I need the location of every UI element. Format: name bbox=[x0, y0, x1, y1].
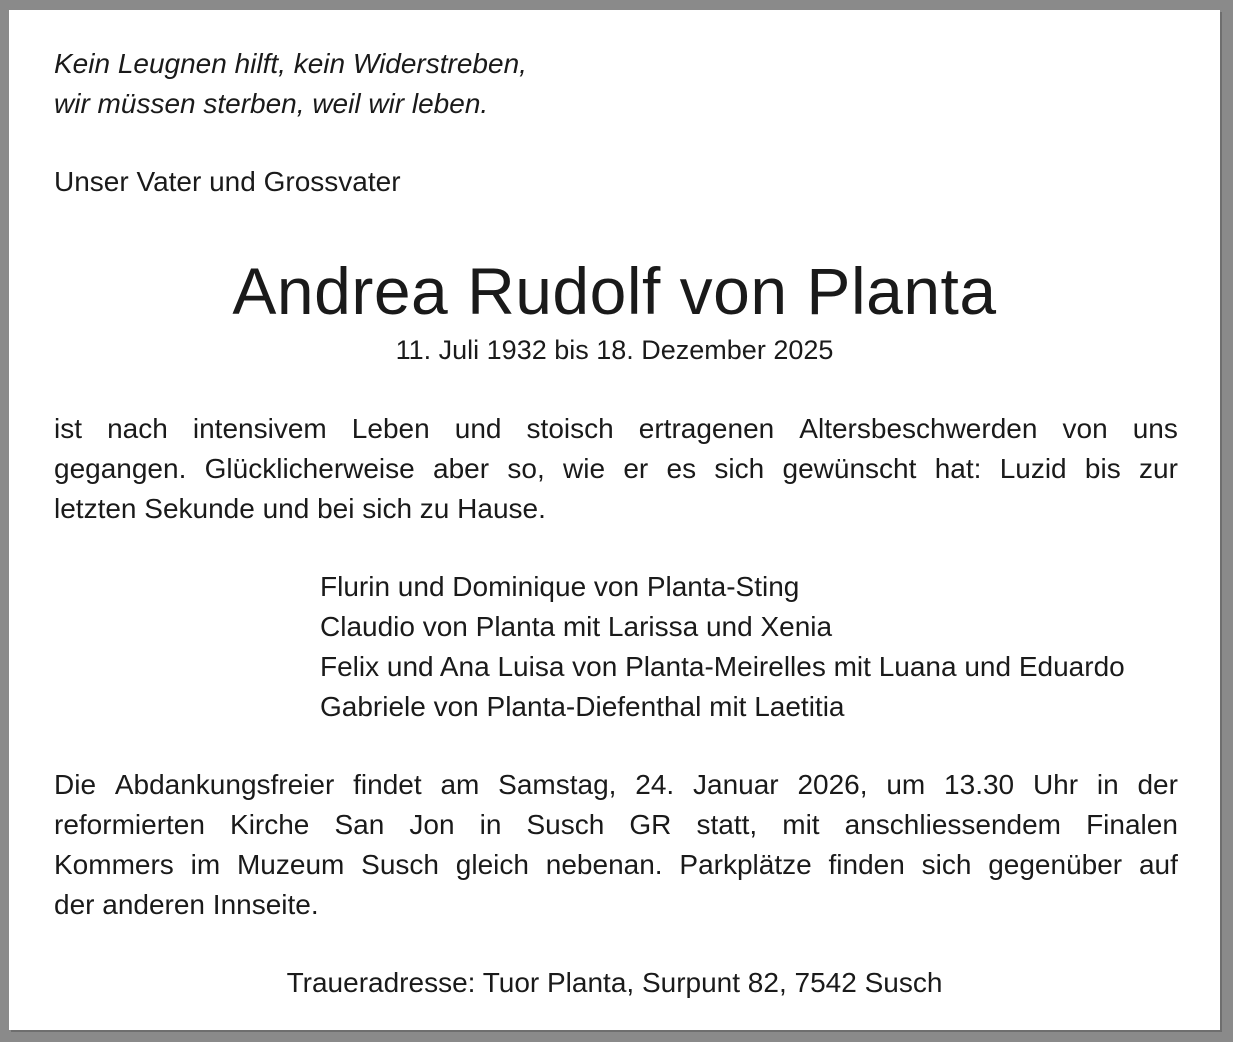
word: Parkplätze bbox=[679, 849, 812, 880]
word: San bbox=[334, 809, 385, 840]
word: Susch bbox=[526, 809, 605, 840]
family-list bbox=[320, 567, 1125, 727]
deceased-name: Andrea Rudolf von Planta bbox=[232, 254, 997, 328]
motto-line: wir müssen sterben, weil wir leben. bbox=[54, 88, 489, 119]
word: Jon bbox=[409, 809, 455, 840]
word: nach bbox=[107, 413, 168, 444]
word: gegenüber bbox=[988, 849, 1123, 880]
word: finden bbox=[828, 849, 905, 880]
word: auf bbox=[1138, 849, 1178, 880]
word: Glücklicherweise bbox=[204, 453, 415, 484]
word: Kommers bbox=[54, 849, 174, 880]
word: ist bbox=[54, 413, 82, 444]
word: anschliessendem bbox=[844, 809, 1061, 840]
word: GR bbox=[629, 809, 672, 840]
word: Kirche bbox=[230, 809, 310, 840]
word: Die bbox=[54, 769, 97, 800]
life-dates: 11. Juli 1932 bis 18. Dezember 2025 bbox=[395, 335, 834, 365]
justified-line bbox=[54, 805, 1178, 845]
obituary-page bbox=[9, 10, 1220, 1030]
word: wie bbox=[563, 453, 606, 484]
word: er bbox=[623, 453, 649, 484]
word: ertragenen bbox=[638, 413, 775, 444]
family-member: Flurin und Dominique von Planta-Sting bbox=[320, 571, 800, 602]
justified-line bbox=[54, 845, 1178, 885]
word: in bbox=[1096, 769, 1119, 800]
word: reformierten bbox=[54, 809, 205, 840]
intro-text: Unser Vater und Grossvater bbox=[54, 166, 401, 197]
justified-line bbox=[54, 449, 1178, 489]
family-member: Felix und Ana Luisa von Planta-Meirelles mit Luana und Eduardo bbox=[320, 651, 1125, 682]
family-member: Claudio von Planta mit Larissa und Xenia bbox=[320, 611, 833, 642]
word: nebenan. bbox=[545, 849, 663, 880]
word: gegangen. bbox=[54, 453, 187, 484]
word: sich bbox=[714, 453, 765, 484]
justified-line bbox=[54, 765, 1178, 805]
word: findet bbox=[353, 769, 422, 800]
word: Finalen bbox=[1086, 809, 1178, 840]
word: 24. bbox=[635, 769, 675, 800]
word: Luzid bbox=[999, 453, 1067, 484]
announcement-paragraph bbox=[54, 409, 1178, 529]
ceremony-paragraph bbox=[54, 765, 1178, 925]
word: mit bbox=[782, 809, 820, 840]
word: Samstag, bbox=[498, 769, 617, 800]
word: am bbox=[440, 769, 480, 800]
word: gleich bbox=[455, 849, 529, 880]
word: 2026, bbox=[797, 769, 868, 800]
word: zur bbox=[1139, 453, 1178, 484]
word: von bbox=[1062, 413, 1108, 444]
word: aber bbox=[433, 453, 490, 484]
word: uns bbox=[1132, 413, 1178, 444]
word: hat: bbox=[934, 453, 982, 484]
word: Muzeum bbox=[236, 849, 345, 880]
paragraph-line: der anderen Innseite. bbox=[54, 889, 319, 920]
paragraph-line: letzten Sekunde und bei sich zu Hause. bbox=[54, 493, 546, 524]
word: es bbox=[666, 453, 697, 484]
word: sich bbox=[921, 849, 972, 880]
word: in bbox=[479, 809, 502, 840]
word: bis bbox=[1084, 453, 1121, 484]
word: Januar bbox=[693, 769, 779, 800]
word: stoisch bbox=[526, 413, 614, 444]
word: Uhr bbox=[1032, 769, 1079, 800]
motto-verse bbox=[54, 44, 527, 124]
word: im bbox=[190, 849, 221, 880]
word: Leben bbox=[351, 413, 430, 444]
word: gewünscht bbox=[782, 453, 917, 484]
family-member: Gabriele von Planta-Diefenthal mit Laetitia bbox=[320, 691, 845, 722]
word: Altersbeschwerden bbox=[799, 413, 1038, 444]
word: um bbox=[886, 769, 926, 800]
word: 13.30 bbox=[944, 769, 1015, 800]
justified-line bbox=[54, 409, 1178, 449]
word: statt, bbox=[696, 809, 758, 840]
word: der bbox=[1137, 769, 1178, 800]
word: intensivem bbox=[192, 413, 327, 444]
word: und bbox=[454, 413, 502, 444]
word: Abdankungsfreier bbox=[114, 769, 335, 800]
mourning-address: Traueradresse: Tuor Planta, Surpunt 82, 7542 Susch bbox=[286, 967, 943, 998]
motto-line: Kein Leugnen hilft, kein Widerstreben, bbox=[54, 48, 527, 79]
word: Susch bbox=[361, 849, 439, 880]
word: so, bbox=[507, 453, 545, 484]
